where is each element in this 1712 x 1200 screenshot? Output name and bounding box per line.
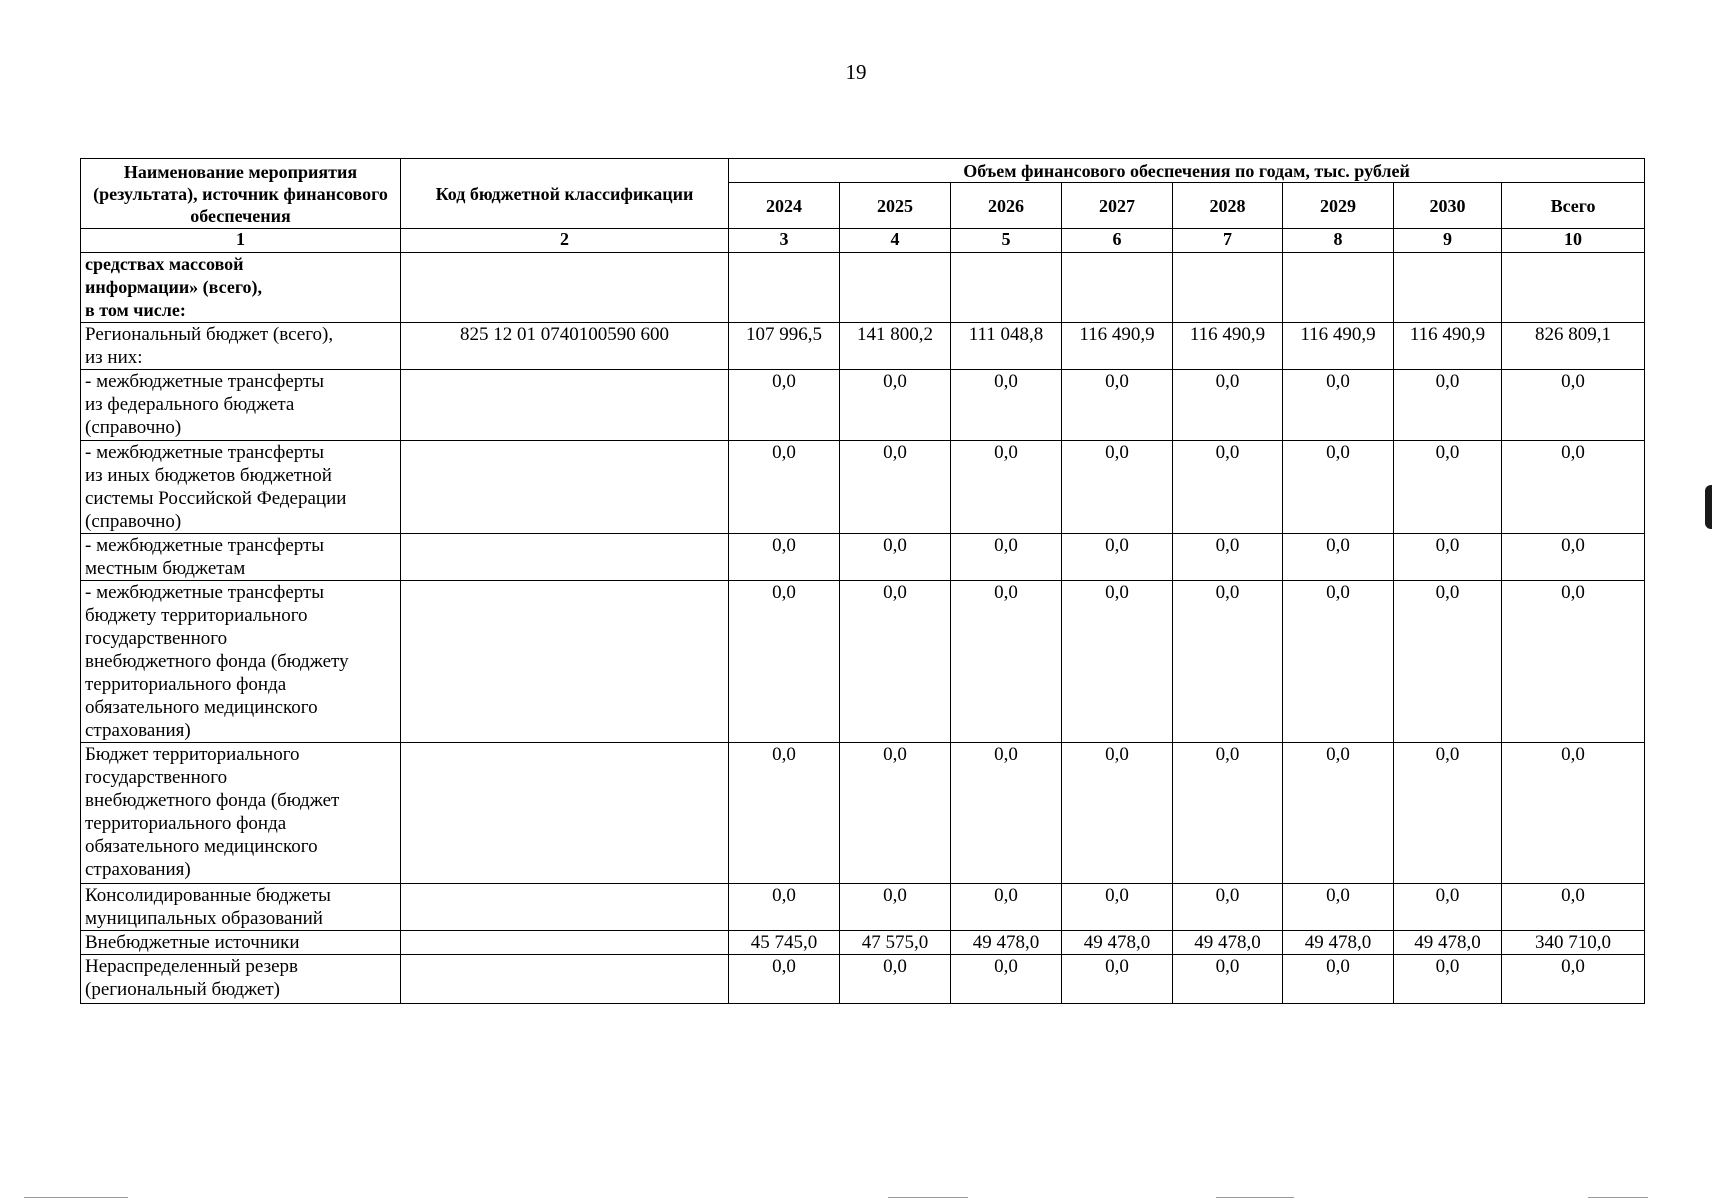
row-total: 0,0	[1502, 441, 1645, 534]
row-value: 0,0	[1062, 441, 1173, 534]
row-value: 0,0	[1062, 884, 1173, 931]
row-value: 49 478,0	[951, 931, 1062, 955]
column-number: 3	[729, 229, 840, 253]
row-total: 340 710,0	[1502, 931, 1645, 955]
row-value: 0,0	[729, 441, 840, 534]
row-value: 0,0	[840, 534, 951, 581]
row-name-text: Внебюджетные источники	[85, 932, 300, 953]
footer-rule	[1588, 1197, 1648, 1198]
row-value: 47 575,0	[840, 931, 951, 955]
row-value: 0,0	[840, 370, 951, 441]
row-value: 0,0	[1394, 370, 1502, 441]
row-value: 0,0	[1283, 743, 1394, 884]
row-total: 0,0	[1502, 534, 1645, 581]
column-number: 1	[81, 229, 401, 253]
row-total: 0,0	[1502, 955, 1645, 1004]
row-value	[1394, 253, 1502, 323]
row-value	[840, 253, 951, 323]
row-code	[401, 441, 729, 534]
row-value: 0,0	[729, 581, 840, 743]
row-value: 0,0	[729, 884, 840, 931]
table-row	[81, 441, 1645, 534]
row-value: 107 996,5	[729, 323, 840, 370]
table-row	[81, 581, 1645, 743]
row-code	[401, 884, 729, 931]
row-value: 0,0	[1283, 534, 1394, 581]
row-value: 0,0	[951, 955, 1062, 1004]
row-value: 0,0	[1062, 581, 1173, 743]
row-total: 0,0	[1502, 743, 1645, 884]
row-value: 0,0	[1283, 884, 1394, 931]
column-number: 8	[1283, 229, 1394, 253]
financing-table	[80, 158, 1645, 1004]
row-value: 116 490,9	[1062, 323, 1173, 370]
row-name	[81, 370, 401, 441]
row-name-text: - межбюджетные трансферты из иных бюджетов бюджетной системы Российской Федерации (справочно)	[85, 442, 347, 532]
row-value: 0,0	[1394, 955, 1502, 1004]
row-value: 0,0	[1283, 370, 1394, 441]
row-value	[1283, 253, 1394, 323]
row-value: 0,0	[840, 441, 951, 534]
table-row	[81, 931, 1645, 955]
table-row	[81, 955, 1645, 1004]
column-number: 4	[840, 229, 951, 253]
row-code	[401, 931, 729, 955]
row-value: 0,0	[951, 743, 1062, 884]
header-year: 2027	[1062, 183, 1173, 229]
row-code	[401, 743, 729, 884]
row-value: 0,0	[951, 534, 1062, 581]
row-total: 0,0	[1502, 370, 1645, 441]
row-name-text: - межбюджетные трансферты из федерального бюджета (справочно)	[85, 371, 325, 438]
row-value: 0,0	[1173, 955, 1283, 1004]
row-code	[401, 370, 729, 441]
header-year: 2026	[951, 183, 1062, 229]
row-value: 0,0	[1173, 370, 1283, 441]
row-value: 0,0	[951, 884, 1062, 931]
row-name	[81, 253, 401, 323]
row-value: 0,0	[1394, 884, 1502, 931]
column-number: 5	[951, 229, 1062, 253]
row-name	[81, 931, 401, 955]
column-number: 10	[1502, 229, 1645, 253]
page-number: 19	[845, 60, 867, 84]
table-row	[81, 534, 1645, 581]
row-value: 0,0	[1394, 441, 1502, 534]
row-value: 0,0	[951, 441, 1062, 534]
footer-rule	[1216, 1197, 1294, 1198]
row-value: 0,0	[1394, 534, 1502, 581]
row-name-text: - межбюджетные трансферты местным бюджетам	[85, 535, 325, 579]
row-value: 0,0	[951, 370, 1062, 441]
header-year: 2024	[729, 183, 840, 229]
row-code	[401, 581, 729, 743]
table-row	[81, 884, 1645, 931]
row-value: 0,0	[1062, 955, 1173, 1004]
column-number: 9	[1394, 229, 1502, 253]
footer-rule	[888, 1197, 968, 1198]
row-value: 0,0	[840, 581, 951, 743]
header-total: Всего	[1502, 183, 1645, 229]
row-value: 0,0	[729, 534, 840, 581]
row-value: 0,0	[840, 955, 951, 1004]
row-name	[81, 534, 401, 581]
row-value: 0,0	[1173, 441, 1283, 534]
row-code: 825 12 01 0740100590 600	[401, 323, 729, 370]
row-value: 0,0	[1062, 743, 1173, 884]
row-code	[401, 534, 729, 581]
row-value: 0,0	[1173, 581, 1283, 743]
row-value: 0,0	[951, 581, 1062, 743]
table-row	[81, 370, 1645, 441]
row-name-text: средствах массовой информации» (всего), в том числе:	[85, 254, 263, 320]
row-value: 0,0	[1394, 581, 1502, 743]
column-number: 6	[1062, 229, 1173, 253]
row-code	[401, 955, 729, 1004]
row-value: 49 478,0	[1062, 931, 1173, 955]
row-total	[1502, 253, 1645, 323]
row-value: 116 490,9	[1283, 323, 1394, 370]
row-value: 0,0	[1062, 534, 1173, 581]
row-name-text: Региональный бюджет (всего), из них:	[85, 324, 334, 368]
row-value: 116 490,9	[1173, 323, 1283, 370]
row-total: 0,0	[1502, 581, 1645, 743]
row-value	[951, 253, 1062, 323]
row-value: 0,0	[1283, 581, 1394, 743]
row-name-text: Бюджет территориального государственного внебюджетного фонда (бюджет территориального фонда обязательного медицинского страхования)	[85, 744, 340, 880]
header-year: 2029	[1283, 183, 1394, 229]
row-value: 49 478,0	[1173, 931, 1283, 955]
table-row	[81, 253, 1645, 323]
row-value: 49 478,0	[1394, 931, 1502, 955]
table-row	[81, 743, 1645, 884]
row-name-text: - межбюджетные трансферты бюджету территориального государственного внебюджетного фонда (бюджету территориального фонда обязательного медицинского страхования)	[85, 582, 349, 741]
row-value: 0,0	[1173, 884, 1283, 931]
column-number-row	[81, 229, 1645, 253]
row-value: 0,0	[729, 955, 840, 1004]
row-value: 0,0	[729, 370, 840, 441]
header-code: Код бюджетной классификации	[401, 159, 729, 229]
row-name-text: Консолидированные бюджеты муниципальных образований	[85, 885, 331, 929]
row-value: 116 490,9	[1394, 323, 1502, 370]
row-value: 0,0	[729, 743, 840, 884]
row-value: 0,0	[1283, 441, 1394, 534]
row-name	[81, 884, 401, 931]
footer-rule	[24, 1197, 128, 1198]
row-value: 0,0	[1394, 743, 1502, 884]
row-value: 0,0	[840, 884, 951, 931]
row-code	[401, 253, 729, 323]
header-volume: Объем финансового обеспечения по годам, тыс. рублей	[729, 159, 1645, 183]
header-name: Наименование мероприятия (результата), источник финансового обеспечения	[81, 159, 401, 229]
row-value: 0,0	[1173, 743, 1283, 884]
row-value	[1173, 253, 1283, 323]
column-number: 7	[1173, 229, 1283, 253]
row-name	[81, 581, 401, 743]
row-value	[1062, 253, 1173, 323]
header-year: 2025	[840, 183, 951, 229]
row-total: 826 809,1	[1502, 323, 1645, 370]
column-number: 2	[401, 229, 729, 253]
row-name	[81, 955, 401, 1004]
table-row	[81, 323, 1645, 370]
header-year: 2030	[1394, 183, 1502, 229]
row-value: 0,0	[1173, 534, 1283, 581]
row-value: 0,0	[1283, 955, 1394, 1004]
row-value: 111 048,8	[951, 323, 1062, 370]
row-name	[81, 743, 401, 884]
row-value: 0,0	[1062, 370, 1173, 441]
row-value	[729, 253, 840, 323]
row-value: 141 800,2	[840, 323, 951, 370]
row-value: 49 478,0	[1283, 931, 1394, 955]
row-name-text: Нераспределенный резерв (региональный бюджет)	[85, 956, 298, 1000]
row-total: 0,0	[1502, 884, 1645, 931]
row-name	[81, 323, 401, 370]
header-year: 2028	[1173, 183, 1283, 229]
row-value: 0,0	[840, 743, 951, 884]
row-name	[81, 441, 401, 534]
row-value: 45 745,0	[729, 931, 840, 955]
scan-edge-mark	[1705, 485, 1712, 529]
